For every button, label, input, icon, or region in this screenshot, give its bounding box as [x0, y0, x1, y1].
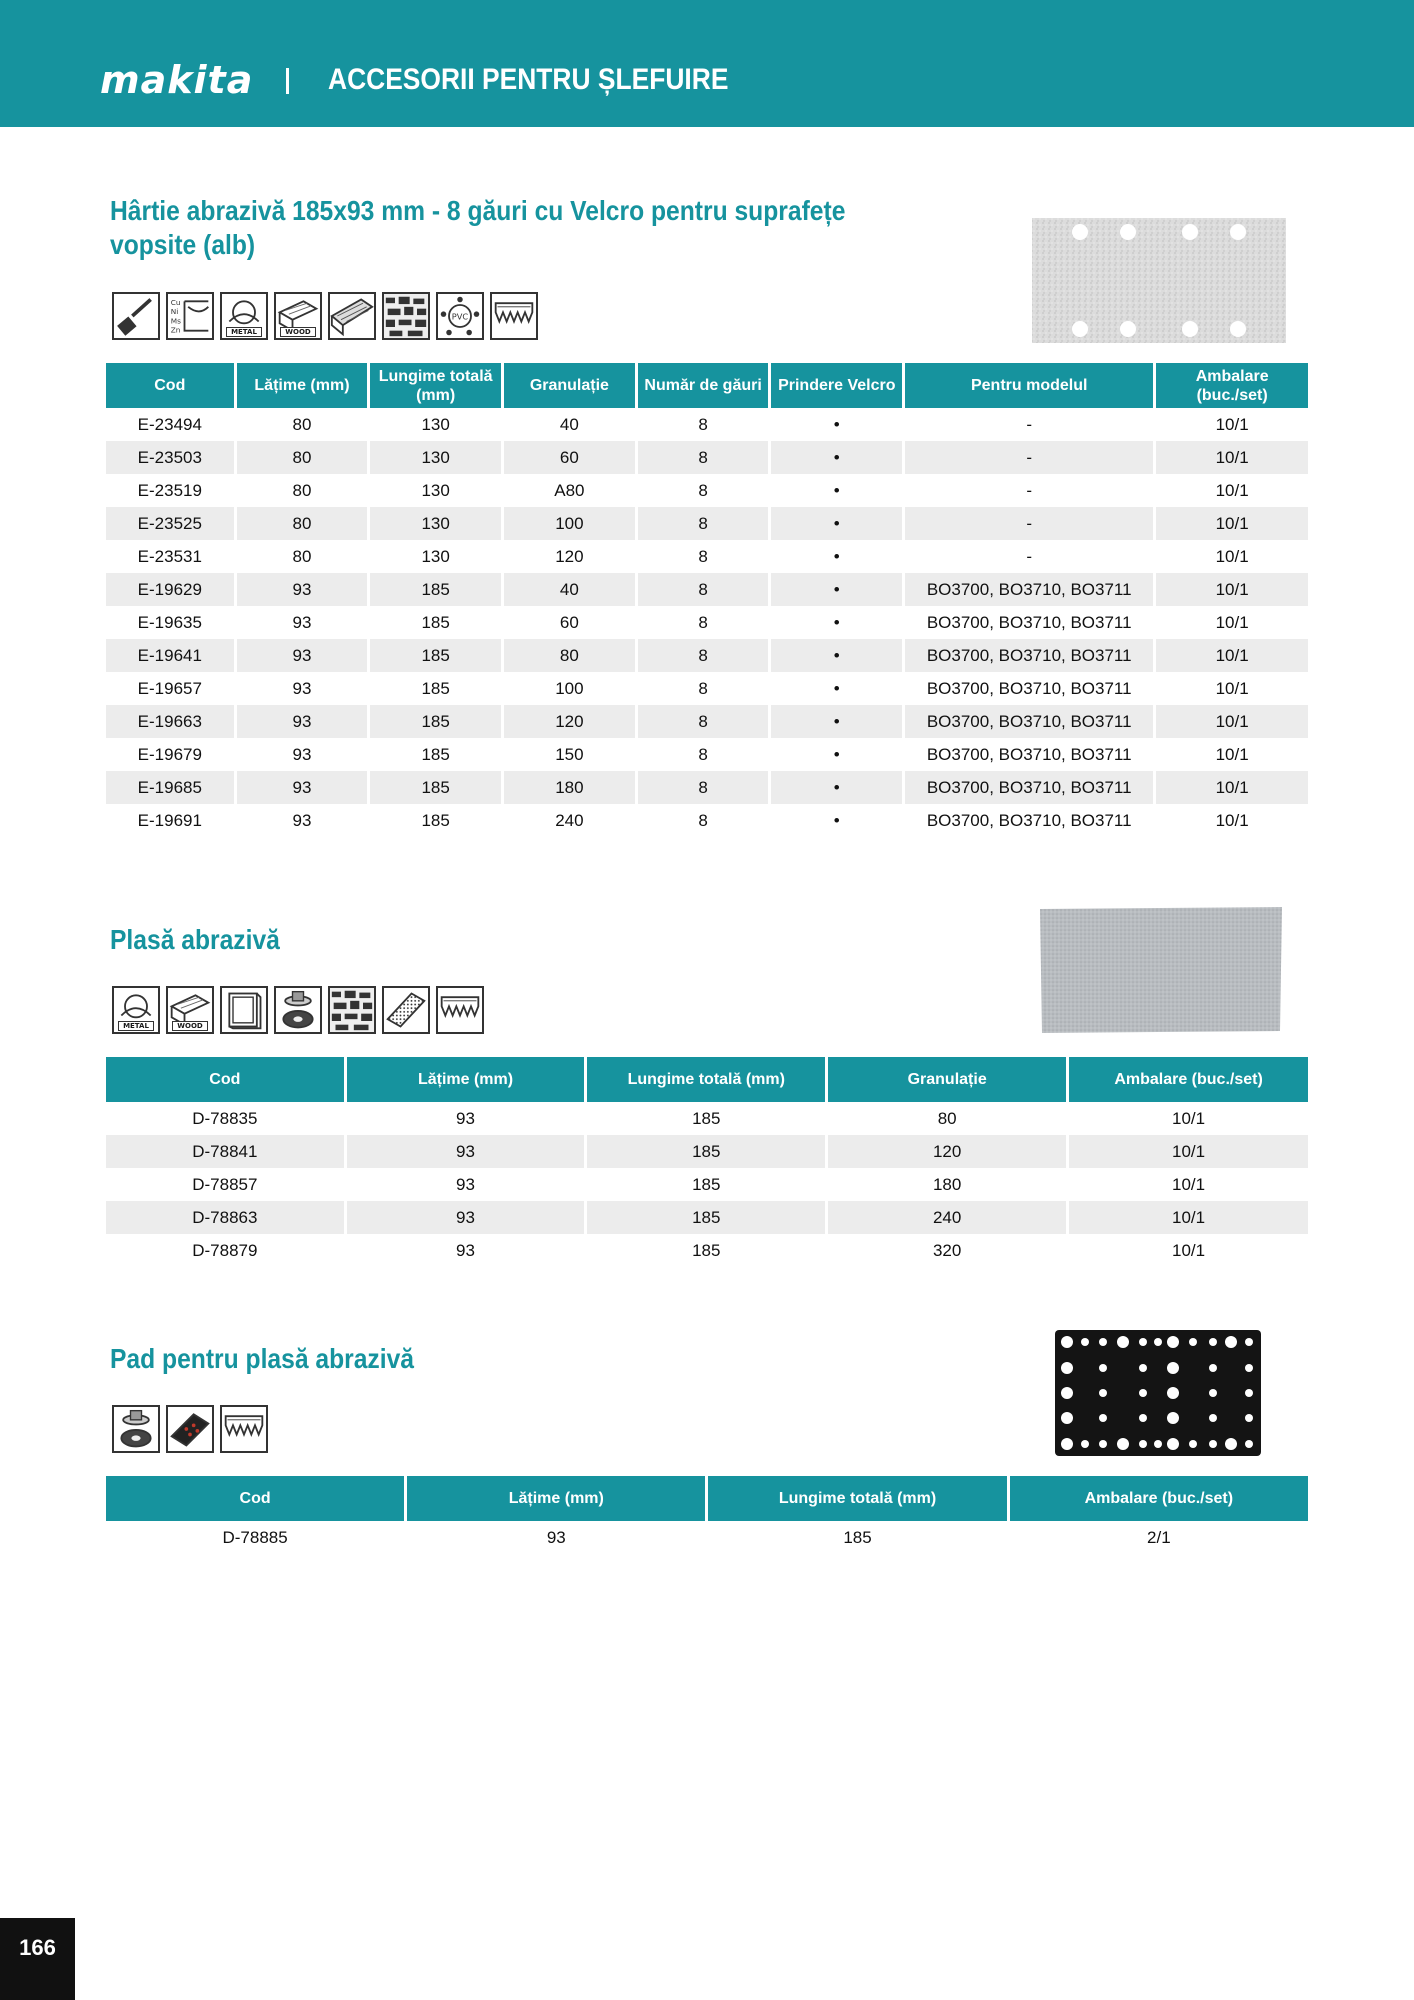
table-cell: 185: [370, 771, 501, 804]
table-cell: 10/1: [1156, 639, 1308, 672]
table-cell: E-19663: [106, 705, 234, 738]
table-cell: •: [833, 612, 840, 632]
table-cell: 185: [843, 1527, 872, 1547]
table-cell: 180: [504, 771, 635, 804]
column-header: Lățime (mm): [237, 363, 368, 408]
table-row: [106, 1168, 1308, 1201]
table-cell: E-23494: [137, 414, 202, 434]
section1-title-line1: Hârtie abrazivă 185x93 mm - 8 găuri cu Velcro pentru suprafețe: [110, 195, 846, 226]
pad-hole: [1061, 1362, 1073, 1374]
table-cell: 8: [698, 414, 708, 434]
table-cell: 8: [698, 480, 708, 500]
table-cell: 10/1: [1156, 441, 1308, 474]
table-cell: 185: [370, 639, 501, 672]
table-cell: D-78841: [106, 1135, 344, 1168]
pad-hole: [1209, 1338, 1217, 1346]
pad-hole: [1139, 1389, 1147, 1397]
pad-hole: [1167, 1387, 1179, 1399]
pad-hole: [1245, 1364, 1253, 1372]
section3-title: Pad pentru plasă abrazivă: [110, 1343, 415, 1374]
column-header: Număr de găuri: [638, 363, 769, 408]
section1-icon-row: [112, 292, 538, 340]
table-cell: D-78879: [192, 1240, 258, 1260]
table-cell: 10/1: [1156, 573, 1308, 606]
svg-text:Zn: Zn: [170, 325, 181, 335]
table-cell: 93: [456, 1108, 475, 1128]
table-row: [106, 1234, 1308, 1267]
wood-tag: WOOD: [172, 1021, 208, 1031]
column-header: Lungime totală (mm): [708, 1476, 1006, 1521]
table-row: [106, 705, 1308, 738]
table-cell: 8: [638, 639, 769, 672]
table-row: [106, 1102, 1308, 1135]
pad-hole: [1245, 1414, 1253, 1422]
table-cell: 80: [937, 1108, 957, 1128]
metal-icon: [220, 292, 268, 340]
sanding-pad-icon: [166, 1405, 214, 1453]
table-cell: 185: [421, 678, 450, 698]
table-cell: 10/1: [1172, 1174, 1206, 1194]
table-cell: 120: [828, 1135, 1066, 1168]
table-cell: BO3700, BO3710, BO3711: [926, 678, 1132, 698]
wood-icon: [166, 986, 214, 1034]
table-row: [106, 771, 1308, 804]
table-cell: -: [1026, 480, 1033, 500]
table-cell: 8: [698, 744, 708, 764]
metal-icon: [112, 986, 160, 1034]
table-cell: 185: [692, 1240, 721, 1260]
table-cell: 120: [555, 546, 584, 566]
sanding-paper-table: [103, 363, 1311, 837]
table-cell: 93: [237, 639, 368, 672]
column-header: Lățime (mm): [407, 1476, 705, 1521]
table-cell: BO3700, BO3710, BO3711: [926, 612, 1132, 632]
page-title: ACCESORII PENTRU ȘLEFUIRE: [328, 63, 729, 96]
table-cell: 185: [692, 1108, 721, 1128]
pad-hole: [1167, 1412, 1179, 1424]
table-cell: 8: [638, 705, 769, 738]
table-cell: BO3700, BO3710, BO3711: [905, 639, 1153, 672]
table-cell: 80: [237, 507, 368, 540]
column-header: Ambalare (buc./set): [1069, 1057, 1308, 1102]
table-cell: 8: [638, 771, 769, 804]
pad-hole: [1099, 1440, 1107, 1448]
table-cell: 185: [692, 1174, 721, 1194]
table-row: [106, 606, 1308, 639]
pad-hole: [1189, 1338, 1197, 1346]
table-cell: E-19629: [106, 573, 234, 606]
pad-hole: [1167, 1336, 1179, 1348]
table-cell: 130: [370, 441, 501, 474]
table-cell: 93: [456, 1240, 475, 1260]
table-cell: 93: [292, 678, 312, 698]
pad-hole: [1061, 1438, 1073, 1450]
table-row: [106, 441, 1308, 474]
table-cell: 185: [587, 1201, 825, 1234]
saw-blade-icon: [220, 1405, 268, 1453]
table-cell: •: [833, 678, 840, 698]
table-cell: •: [771, 573, 902, 606]
sanding-wheel-icon: [112, 1405, 160, 1453]
saw-blade-icon: [436, 986, 484, 1034]
metal-tag: METAL: [118, 1021, 154, 1031]
table-cell: 185: [421, 810, 450, 830]
table-cell: E-19685: [106, 771, 234, 804]
table-header-row: [106, 1057, 1308, 1102]
column-header: Lățime (mm): [347, 1057, 585, 1102]
table-cell: E-19679: [137, 744, 202, 764]
column-header: Cod: [106, 363, 234, 408]
section1-title-line2: vopsite (alb): [110, 229, 256, 260]
table-cell: BO3700, BO3710, BO3711: [926, 744, 1132, 764]
pad-hole: [1061, 1336, 1073, 1348]
table-cell: 93: [292, 612, 312, 632]
page-header: [0, 0, 1414, 127]
stone-icon: [328, 986, 376, 1034]
table-cell: 80: [237, 441, 368, 474]
table-row: [106, 1201, 1308, 1234]
panel-icon: [220, 986, 268, 1034]
pad-hole: [1154, 1440, 1162, 1448]
paint-brush-icon: [112, 292, 160, 340]
table-cell: 40: [559, 414, 579, 434]
metal-tag: METAL: [226, 327, 262, 337]
table-cell: E-23503: [106, 441, 234, 474]
table-cell: D-78863: [106, 1201, 344, 1234]
table-cell: 8: [638, 441, 769, 474]
table-cell: 8: [698, 678, 708, 698]
table-cell: E-19691: [137, 810, 202, 830]
header-separator: [286, 68, 289, 94]
table-cell: 130: [421, 480, 450, 500]
table-cell: 93: [347, 1201, 585, 1234]
abrasive-mesh-photo: [1036, 905, 1286, 1035]
pad-hole: [1139, 1338, 1147, 1346]
pad-hole: [1167, 1438, 1179, 1450]
pad-hole: [1245, 1389, 1253, 1397]
table-cell: 8: [638, 573, 769, 606]
table-cell: 100: [504, 507, 635, 540]
column-header: Ambalare (buc./set): [1156, 363, 1308, 408]
table-cell: 150: [555, 744, 584, 764]
table-cell: 130: [421, 546, 450, 566]
wood-icon: [274, 292, 322, 340]
table-row: [106, 672, 1308, 705]
table-cell: 185: [421, 612, 450, 632]
table-cell: 185: [587, 1135, 825, 1168]
section1-title: [110, 194, 845, 262]
pad-hole: [1139, 1414, 1147, 1422]
table-cell: •: [833, 744, 840, 764]
table-cell: E-23525: [106, 507, 234, 540]
section3-icon-row: [112, 1405, 268, 1453]
table-cell: 10/1: [1215, 414, 1249, 434]
svg-text:Ms: Ms: [170, 316, 181, 326]
column-header: Prindere Velcro: [771, 363, 902, 408]
pad-hole: [1225, 1336, 1237, 1348]
table-cell: 8: [638, 507, 769, 540]
pad-hole: [1117, 1438, 1129, 1450]
abrasive-mesh-table: [103, 1057, 1311, 1267]
table-cell: •: [771, 507, 902, 540]
table-cell: 180: [932, 1174, 962, 1194]
table-cell: BO3700, BO3710, BO3711: [926, 810, 1132, 830]
table-cell: E-19657: [137, 678, 202, 698]
table-row: [106, 738, 1308, 771]
pad-hole: [1189, 1440, 1197, 1448]
table-header-row: [106, 363, 1308, 408]
table-cell: 93: [237, 705, 368, 738]
column-header: Ambalare (buc./set): [1010, 1476, 1308, 1521]
pad-hole: [1225, 1438, 1237, 1450]
section2-icon-row: [112, 986, 484, 1034]
table-cell: 10/1: [1215, 546, 1249, 566]
table-cell: 10/1: [1156, 507, 1308, 540]
table-row: [106, 540, 1308, 573]
table-cell: 80: [292, 480, 312, 500]
table-cell: 8: [698, 810, 708, 830]
table-row: [106, 573, 1308, 606]
table-cell: E-23531: [137, 546, 202, 566]
column-header: Granulație: [828, 1057, 1066, 1102]
table-cell: -: [905, 507, 1153, 540]
metal-alloy-icon: [166, 292, 214, 340]
table-cell: 60: [504, 441, 635, 474]
table-row: [106, 507, 1308, 540]
table-cell: •: [771, 705, 902, 738]
table-cell: 10/1: [1172, 1108, 1206, 1128]
alloy-label-cu: Cu: [170, 298, 181, 307]
section2-title: Plasă abrazivă: [110, 924, 280, 955]
table-cell: -: [905, 441, 1153, 474]
stone-icon: [382, 292, 430, 340]
wood-board-icon: [328, 292, 376, 340]
table-cell: 185: [421, 744, 450, 764]
pad-hole: [1099, 1364, 1107, 1372]
table-row: [106, 474, 1308, 507]
pad-hole: [1167, 1362, 1179, 1374]
pvc-icon: [436, 292, 484, 340]
table-cell: 10/1: [1215, 744, 1249, 764]
table-cell: 130: [421, 414, 450, 434]
table-cell: 10/1: [1215, 612, 1249, 632]
table-row: [106, 1135, 1308, 1168]
table-cell: 8: [698, 546, 708, 566]
table-cell: 93: [456, 1174, 475, 1194]
sanding-pad-table: [103, 1476, 1311, 1554]
pad-hole: [1081, 1440, 1089, 1448]
pad-hole: [1117, 1336, 1129, 1348]
pad-hole: [1081, 1338, 1089, 1346]
svg-text:Ni: Ni: [170, 307, 179, 317]
table-cell: E-19635: [137, 612, 202, 632]
table-cell: 2/1: [1147, 1527, 1171, 1547]
pad-hole: [1209, 1389, 1217, 1397]
table-cell: 100: [555, 678, 584, 698]
sanding-wheel-icon: [274, 986, 322, 1034]
pad-hole: [1099, 1414, 1107, 1422]
table-cell: 93: [237, 573, 368, 606]
table-cell: 80: [292, 414, 312, 434]
table-cell: 10/1: [1215, 678, 1249, 698]
table-cell: BO3700, BO3710, BO3711: [905, 705, 1153, 738]
pad-hole: [1209, 1440, 1217, 1448]
table-cell: BO3700, BO3710, BO3711: [905, 771, 1153, 804]
table-cell: 93: [237, 771, 368, 804]
table-cell: •: [833, 480, 840, 500]
page-number: 166: [0, 1918, 75, 2000]
table-cell: D-78857: [192, 1174, 258, 1194]
table-cell: 185: [370, 573, 501, 606]
table-cell: 10/1: [1215, 480, 1249, 500]
table-cell: 240: [555, 810, 584, 830]
makita-logo: makita: [100, 58, 254, 102]
column-header: Lungime totală (mm): [587, 1057, 825, 1102]
pad-hole: [1061, 1412, 1073, 1424]
sanding-paper-photo: [1030, 216, 1288, 345]
table-cell: •: [833, 546, 840, 566]
table-cell: E-23519: [137, 480, 202, 500]
pad-hole: [1209, 1414, 1217, 1422]
table-cell: E-19641: [106, 639, 234, 672]
table-cell: •: [771, 441, 902, 474]
table-row: [106, 804, 1308, 837]
table-cell: 10/1: [1069, 1201, 1308, 1234]
table-cell: 93: [546, 1527, 566, 1547]
table-cell: 130: [370, 507, 501, 540]
saw-blade-icon: [490, 292, 538, 340]
table-cell: D-78885: [222, 1527, 288, 1547]
pad-hole: [1099, 1338, 1107, 1346]
table-cell: 185: [370, 705, 501, 738]
pad-hole: [1139, 1440, 1147, 1448]
table-cell: -: [1026, 546, 1033, 566]
table-cell: 80: [292, 546, 312, 566]
table-cell: •: [771, 771, 902, 804]
table-cell: 93: [292, 810, 312, 830]
pad-hole: [1209, 1364, 1217, 1372]
table-cell: BO3700, BO3710, BO3711: [905, 573, 1153, 606]
pvc-label: PVC: [451, 311, 469, 322]
table-cell: D-78835: [192, 1108, 258, 1128]
pad-hole: [1154, 1338, 1162, 1346]
pad-hole: [1245, 1440, 1253, 1448]
table-cell: A80: [554, 480, 585, 500]
column-header: Pentru modelul: [905, 363, 1153, 408]
table-cell: 10/1: [1172, 1240, 1206, 1260]
table-cell: 240: [828, 1201, 1066, 1234]
table-row: [106, 408, 1308, 441]
table-cell: 8: [698, 612, 708, 632]
table-cell: •: [833, 414, 840, 434]
table-cell: 120: [504, 705, 635, 738]
pad-hole: [1061, 1387, 1073, 1399]
pad-hole: [1139, 1364, 1147, 1372]
table-cell: •: [833, 810, 840, 830]
table-header-row: [106, 1476, 1308, 1521]
table-cell: 60: [559, 612, 579, 632]
table-cell: 10/1: [1215, 810, 1249, 830]
table-cell: 10/1: [1156, 705, 1308, 738]
table-cell: 10/1: [1156, 771, 1308, 804]
table-cell: -: [1026, 414, 1033, 434]
pad-hole: [1245, 1338, 1253, 1346]
table-cell: 320: [932, 1240, 962, 1260]
column-header: Cod: [106, 1476, 404, 1521]
table-cell: 93: [292, 744, 312, 764]
column-header: Cod: [106, 1057, 344, 1102]
table-cell: 80: [504, 639, 635, 672]
wood-tag: WOOD: [280, 327, 316, 337]
mesh-icon: [382, 986, 430, 1034]
sanding-pad-photo: [1053, 1328, 1263, 1458]
table-cell: 40: [504, 573, 635, 606]
pad-hole: [1099, 1389, 1107, 1397]
column-header: Lungime totală (mm): [370, 363, 501, 408]
table-cell: 10/1: [1069, 1135, 1308, 1168]
table-row: [106, 1521, 1308, 1554]
table-row: [106, 639, 1308, 672]
table-cell: •: [771, 639, 902, 672]
table-cell: 93: [347, 1135, 585, 1168]
column-header: Granulație: [504, 363, 635, 408]
